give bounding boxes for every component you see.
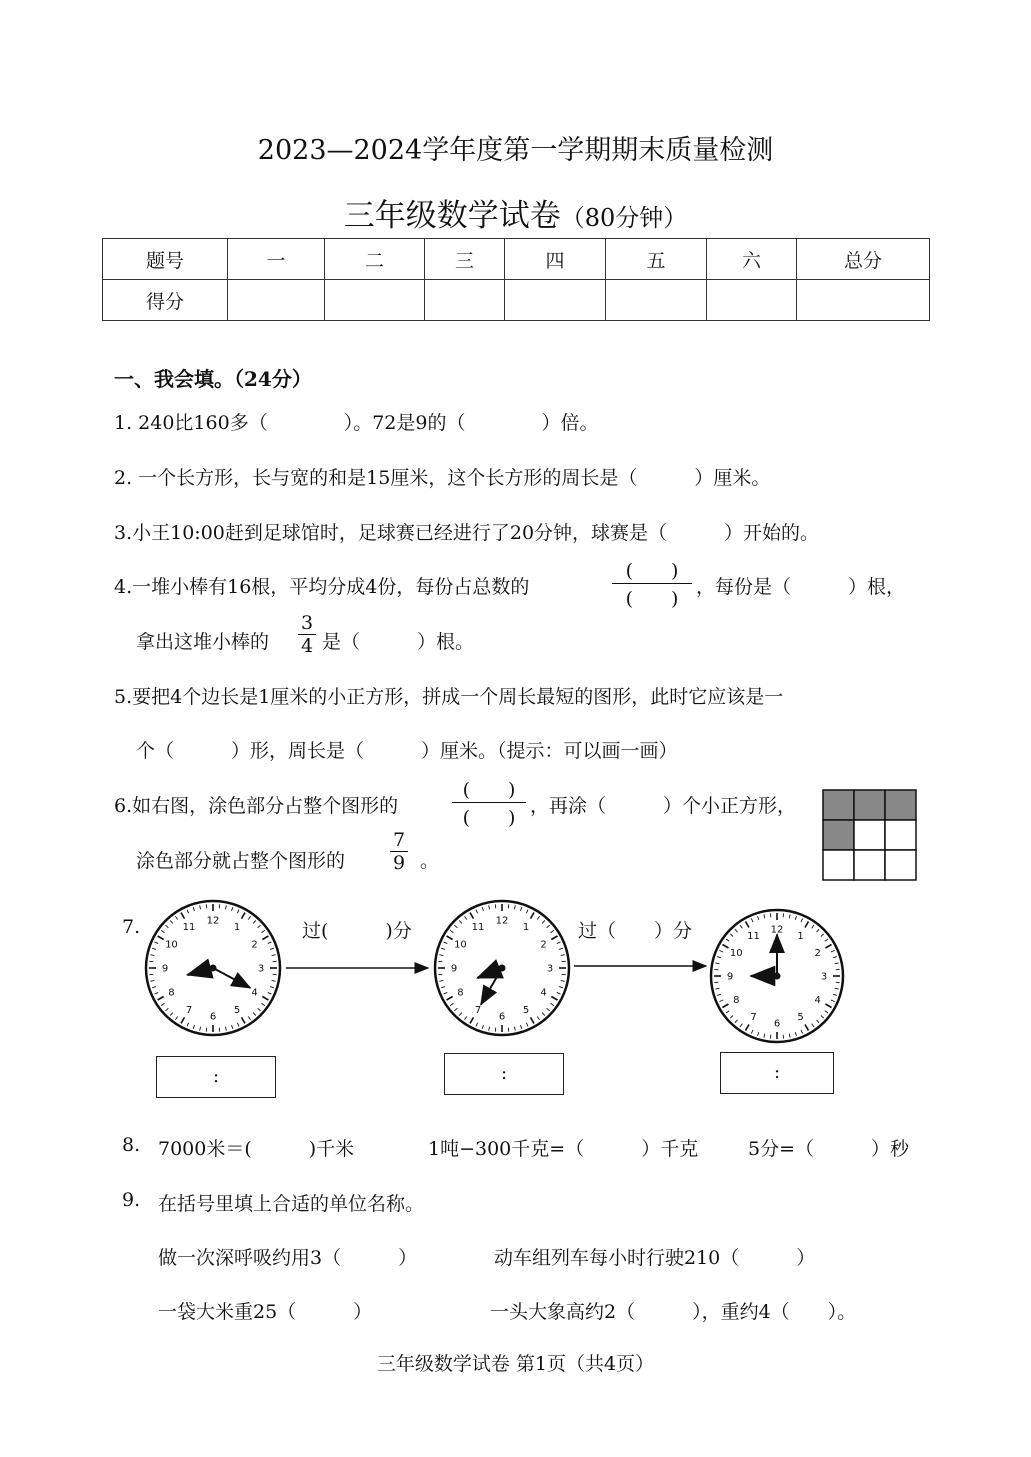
clock-numeral: 3 bbox=[257, 963, 265, 975]
score-header-cell: 五 bbox=[606, 239, 707, 280]
clock-numeral: 12 bbox=[770, 924, 784, 936]
question-4-part-c: 拿出这堆小棒的 bbox=[136, 631, 270, 653]
question-5-part-b: 个（ ）形，周长是（ ）厘米。（提示：可以画一画） bbox=[136, 740, 678, 762]
score-row-label: 得分 bbox=[103, 280, 228, 321]
grid-cell bbox=[823, 850, 854, 880]
clock-numeral: 9 bbox=[161, 963, 169, 975]
score-cell[interactable] bbox=[505, 280, 606, 321]
clock-numeral: 5 bbox=[522, 1005, 530, 1017]
question-6-part-d: 。 bbox=[420, 850, 440, 872]
clock-numeral: 2 bbox=[540, 939, 547, 951]
clock-numeral: 1 bbox=[233, 921, 241, 933]
question-1: 1. 240比160多（ ）。72是9的（ ）倍。 bbox=[114, 412, 599, 434]
score-header-cell: 三 bbox=[425, 239, 505, 280]
score-cell[interactable] bbox=[325, 280, 425, 321]
score-table bbox=[102, 238, 930, 321]
clock-numeral: 11 bbox=[471, 921, 485, 933]
clock-numeral: 2 bbox=[251, 939, 258, 951]
question-7-label: 7. bbox=[122, 916, 141, 938]
clock-3-time-box[interactable]: : bbox=[720, 1052, 834, 1094]
question-4-part-b: ，每份是（ ）根， bbox=[696, 576, 906, 598]
grid-cell bbox=[885, 850, 916, 880]
clock-numeral: 10 bbox=[165, 939, 178, 951]
clock-numeral: 8 bbox=[733, 995, 740, 1006]
score-table-score-row bbox=[103, 280, 930, 321]
score-header-cell: 总分 bbox=[797, 239, 930, 280]
grid-cell-shaded bbox=[854, 790, 885, 820]
clock-numeral: 8 bbox=[457, 987, 464, 999]
clock-numeral: 7 bbox=[474, 1005, 482, 1017]
fraction-numerator: 7 bbox=[392, 829, 406, 851]
clock-numeral: 9 bbox=[726, 971, 734, 983]
clock-2-time-box[interactable]: : bbox=[444, 1053, 564, 1095]
clock-center bbox=[774, 973, 781, 980]
question-6-part-b: ，再涂（ ）个小正方形， bbox=[530, 795, 797, 817]
clock-numeral: 2 bbox=[814, 948, 821, 959]
page-footer: 三年级数学试卷 第1页（共4页） bbox=[376, 1353, 655, 1375]
question-8-part-a: 7000米＝( )千米 bbox=[158, 1138, 355, 1160]
question-4-part-d: 是（ ）根。 bbox=[322, 631, 475, 653]
score-header-cell: 二 bbox=[325, 239, 425, 280]
clock-numeral: 12 bbox=[206, 915, 220, 927]
question-4-fraction bbox=[298, 612, 316, 657]
clock-numeral: 9 bbox=[450, 963, 458, 975]
fraction-numerator: ( ) bbox=[462, 779, 516, 801]
score-cell[interactable] bbox=[606, 280, 707, 321]
question-7-pass-2: 过（ ）分 bbox=[578, 920, 693, 942]
clock-numeral: 6 bbox=[773, 1018, 781, 1030]
clock-numeral: 4 bbox=[540, 987, 547, 999]
score-table-header-row bbox=[103, 239, 930, 280]
question-9-part-b: 动车组列车每小时行驶210（ ） bbox=[494, 1247, 816, 1269]
section-heading: 一、我会填。（24分） bbox=[114, 367, 312, 391]
clock-numeral: 8 bbox=[168, 987, 175, 999]
grid-cell-shaded bbox=[823, 790, 854, 820]
exam-subtitle bbox=[0, 190, 1031, 235]
clock-numeral: 12 bbox=[495, 915, 509, 927]
clock-numeral: 5 bbox=[797, 1012, 804, 1024]
clock-numeral: 3 bbox=[546, 963, 554, 975]
score-cell[interactable] bbox=[425, 280, 505, 321]
clock-numeral: 11 bbox=[747, 930, 760, 942]
clock-numeral: 1 bbox=[522, 921, 530, 933]
subtitle-main: 三年级数学试卷 bbox=[343, 198, 561, 234]
score-header-cell: 六 bbox=[707, 239, 797, 280]
clock-numeral: 7 bbox=[750, 1012, 757, 1024]
question-8-label: 8. bbox=[122, 1134, 141, 1156]
fraction-denominator: 4 bbox=[300, 635, 314, 657]
clock-3 bbox=[711, 910, 843, 1042]
question-8-part-c: 5分=（ ）秒 bbox=[748, 1138, 910, 1160]
grid-cell bbox=[854, 850, 885, 880]
question-4-blank-fraction[interactable] bbox=[612, 556, 692, 611]
question-3: 3.小王10:00赶到足球馆时，足球赛已经进行了20分钟，球赛是（ ）开始的。 bbox=[114, 522, 820, 544]
score-cell[interactable] bbox=[797, 280, 930, 321]
grid-cell bbox=[854, 820, 885, 850]
clock-numeral: 10 bbox=[729, 948, 743, 959]
clock-numeral: 6 bbox=[498, 1011, 506, 1023]
grid-cell bbox=[885, 820, 916, 850]
score-header-cell: 一 bbox=[228, 239, 325, 280]
shaded-grid-figure bbox=[822, 789, 918, 883]
clock-numeral: 5 bbox=[233, 1005, 241, 1017]
question-5-part-a: 5.要把4个边长是1厘米的小正方形，拼成一个周长最短的图形，此时它应该是一 bbox=[114, 686, 784, 708]
score-cell[interactable] bbox=[707, 280, 797, 321]
question-9-part-d: 一头大象高约2（ ），重约4（ ）。 bbox=[490, 1301, 857, 1323]
clock-numeral: 6 bbox=[209, 1011, 217, 1023]
question-9-text: 在括号里填上合适的单位名称。 bbox=[158, 1193, 425, 1215]
clock-numeral: 4 bbox=[251, 987, 258, 999]
question-9-part-a: 做一次深呼吸约用3（ ） bbox=[158, 1247, 418, 1269]
question-8-part-b: 1吨−300千克=（ ）千克 bbox=[428, 1138, 699, 1160]
question-2: 2. 一个长方形，长与宽的和是15厘米，这个长方形的周长是（ ）厘米。 bbox=[114, 467, 771, 489]
score-cell[interactable] bbox=[228, 280, 325, 321]
score-header-cell: 题号 bbox=[103, 239, 228, 280]
clock-numeral: 3 bbox=[820, 971, 828, 983]
question-9-part-c: 一袋大米重25（ ） bbox=[158, 1301, 373, 1323]
clock-numeral: 7 bbox=[185, 1005, 193, 1017]
clock-center bbox=[499, 965, 506, 972]
clock-numeral: 1 bbox=[797, 930, 804, 942]
question-6-fraction bbox=[390, 829, 408, 874]
question-6-part-c: 涂色部分就占整个图形的 bbox=[136, 850, 346, 872]
clock-numeral: 11 bbox=[182, 921, 196, 933]
question-4-part-a: 4.一堆小棒有16根，平均分成4份，每份占总数的 bbox=[114, 576, 530, 598]
clock-numeral: 4 bbox=[814, 995, 821, 1006]
question-9-label: 9. bbox=[122, 1189, 141, 1211]
fraction-denominator: 9 bbox=[392, 852, 406, 874]
subtitle-time: （80分钟） bbox=[560, 204, 688, 232]
clock-1 bbox=[146, 901, 280, 1035]
question-6-blank-fraction[interactable] bbox=[452, 775, 526, 830]
clocks-diagram bbox=[140, 896, 860, 1046]
grid-cell-shaded bbox=[885, 790, 916, 820]
fraction-denominator: ( ) bbox=[625, 588, 679, 610]
fraction-numerator: ( ) bbox=[625, 560, 679, 582]
question-7-pass-1: 过( )分 bbox=[302, 920, 412, 942]
grid-cell-shaded bbox=[823, 820, 854, 850]
clock-1-time-box[interactable]: : bbox=[156, 1056, 276, 1098]
clock-center bbox=[210, 965, 217, 972]
fraction-numerator: 3 bbox=[300, 612, 314, 634]
clock-numeral: 10 bbox=[454, 939, 467, 951]
question-6-part-a: 6.如右图，涂色部分占整个图形的 bbox=[114, 795, 399, 817]
score-header-cell: 四 bbox=[505, 239, 606, 280]
exam-title: 2023—2024学年度第一学期期末质量检测 bbox=[257, 135, 774, 166]
fraction-denominator: ( ) bbox=[462, 807, 516, 829]
clock-2 bbox=[435, 901, 569, 1035]
